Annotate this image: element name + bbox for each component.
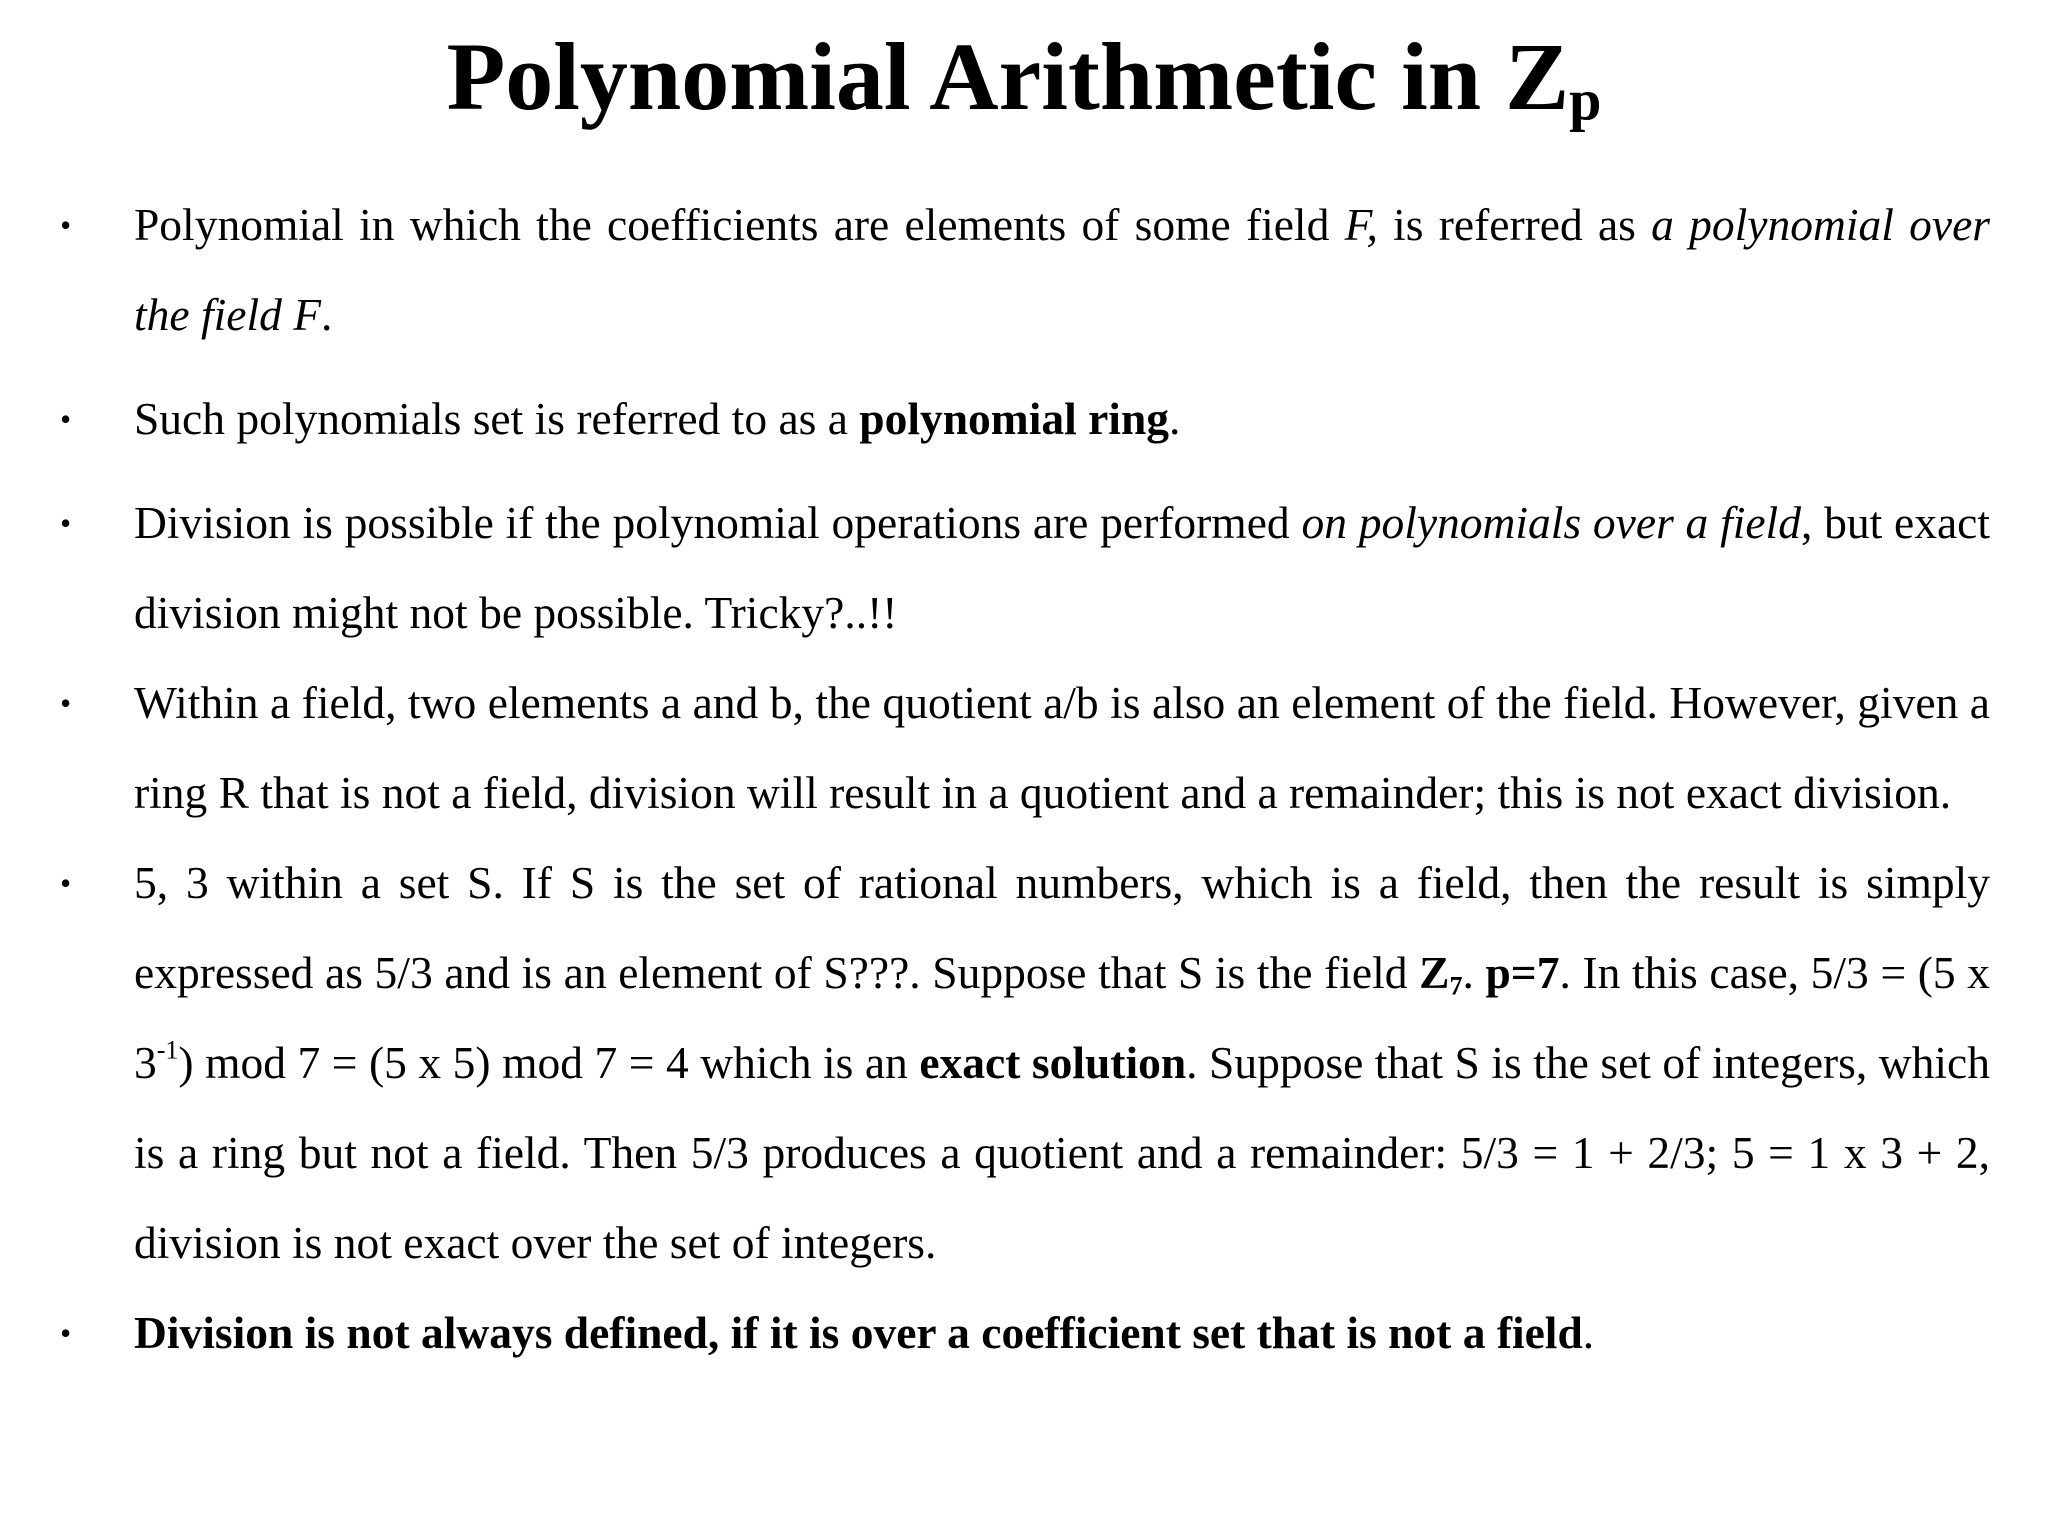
bullet-dot-icon: • xyxy=(60,401,72,437)
bullet-text: . In this case, 5/3 = (5 x 3 xyxy=(134,947,1991,1088)
bullet-item-polynomial-over-field xyxy=(60,180,1990,360)
bullet-dot-icon: • xyxy=(60,865,72,901)
bullet-bold-text: p=7 xyxy=(1485,947,1560,998)
field-z-subscript: 7 xyxy=(1449,971,1463,1001)
field-z-text: Z xyxy=(1419,947,1450,998)
bullet-dot-icon: • xyxy=(60,207,72,243)
bullet-text: . Suppose that S is the set of integers, which is a ring but not a field. Then 5/3 produces a quotient and a remainder: 5/3 = 1 + 2/3; 5 = 1 x 3 + 2, division is not exact over the set of integers. xyxy=(134,1037,1990,1268)
bullet-italic-text: on polynomials over a field xyxy=(1301,497,1801,548)
bullet-text: Within a field, two elements a and b, the quotient a/b is also an element of the field. However, given a ring R that is not a field, division will result in a quotient and a remainder; this is not exact division. xyxy=(134,677,1990,818)
bullet-text: is referred as xyxy=(1377,199,1652,250)
bullet-bold-text: Division is not always defined, if it is over a coefficient set that is not a field xyxy=(134,1307,1583,1358)
bullet-item-within-field xyxy=(60,658,1990,838)
bullet-italic-text: a polynomial over the field F xyxy=(134,199,1991,340)
bullet-text: Such polynomials set is referred to as a xyxy=(134,393,860,444)
inverse-superscript: -1 xyxy=(156,1035,179,1065)
bullet-bold-text xyxy=(1419,947,1463,1001)
title-text: Polynomial Arithmetic in Z xyxy=(446,23,1570,130)
bullet-text: . xyxy=(1462,947,1486,998)
bullet-item-polynomial-ring xyxy=(60,374,1990,464)
bullet-dot-icon: • xyxy=(60,1315,72,1351)
bullet-text: Division is possible if the polynomial operations are performed xyxy=(134,497,1302,548)
bullet-text: ) mod 7 = (5 x 5) mod 7 = 4 which is an xyxy=(178,1037,920,1088)
bullet-text: , but exact division might not be possible. Tricky?..!! xyxy=(134,497,1991,638)
bullet-list xyxy=(60,180,1990,1378)
bullet-italic-text: F, xyxy=(1344,199,1378,250)
bullet-bold-text: exact solution xyxy=(919,1037,1187,1088)
bullet-text: 5, 3 within a set S. If S is the set of rational numbers, which is a field, then the result is simply expressed as 5/3 and is an element of S???. Suppose that S is the field xyxy=(134,857,1990,998)
bullet-item-example-5-3 xyxy=(60,838,1990,1288)
bullet-text: . xyxy=(1169,393,1181,444)
bullet-dot-icon: • xyxy=(60,685,72,721)
bullet-item-division-possible xyxy=(60,478,1990,658)
bullet-dot-icon: • xyxy=(60,505,72,541)
page-title xyxy=(0,22,2048,132)
bullet-bold-text: polynomial ring xyxy=(859,393,1169,444)
bullet-item-division-not-defined xyxy=(60,1288,1990,1378)
bullet-text: . xyxy=(1582,1307,1595,1358)
title-subscript: p xyxy=(1569,67,1602,133)
bullet-text: . xyxy=(321,289,333,340)
bullet-text: Polynomial in which the coefficients are elements of some field xyxy=(134,199,1345,250)
